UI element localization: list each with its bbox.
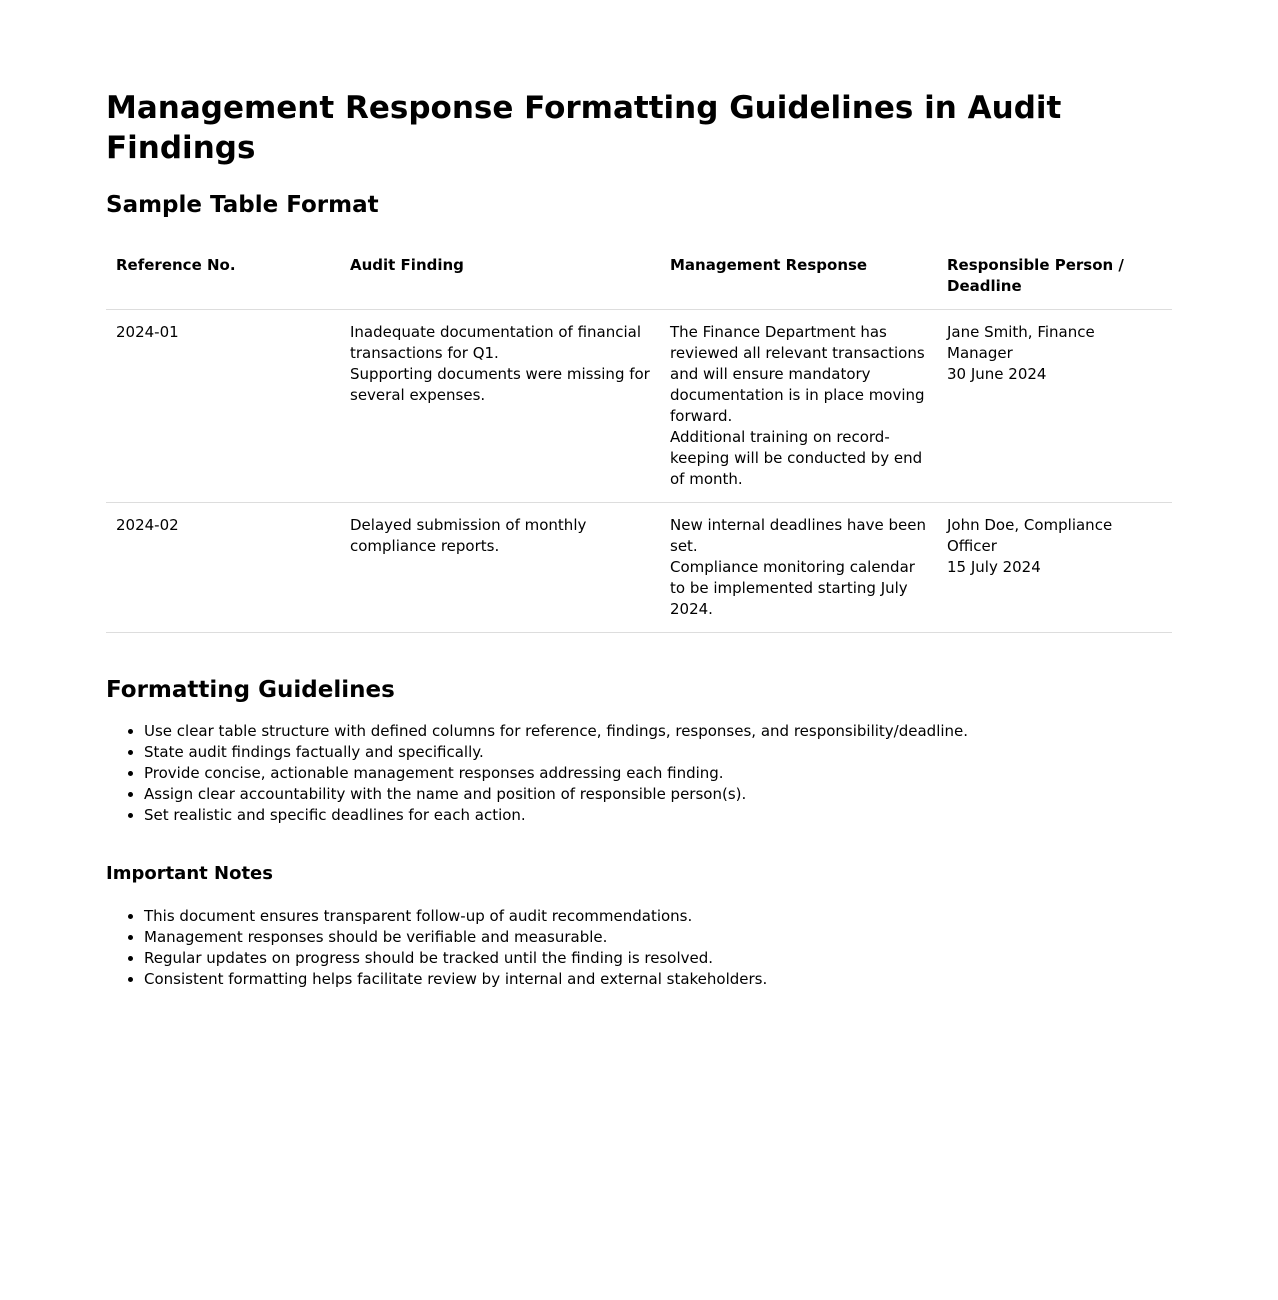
table-row <box>106 503 1172 633</box>
cell-management-response <box>660 310 937 503</box>
deadline: 30 June 2024 <box>947 365 1047 383</box>
responsible-person: Jane Smith, Finance Manager <box>947 323 1095 362</box>
response-text: Compliance monitoring calendar to be implemented starting July 2024. <box>670 558 915 618</box>
response-text: New internal deadlines have been set. <box>670 516 926 555</box>
list-item: • This document ensures transparent follow-up of audit recommendations. <box>144 906 1172 927</box>
page-title: Management Response Formatting Guidelines in Audit Findings <box>106 90 1062 166</box>
response-text: Additional training on record-keeping will be conducted by end of month. <box>670 428 923 488</box>
list-item: • Set realistic and specific deadlines for each action. <box>144 805 1172 826</box>
finding-text: Delayed submission of monthly compliance reports. <box>350 516 587 555</box>
list-item: • State audit findings factually and specifically. <box>144 742 1172 763</box>
deadline: 15 July 2024 <box>947 558 1041 576</box>
column-header-management-response: Management Response <box>660 242 937 310</box>
cell-audit-finding <box>340 310 660 503</box>
list-item: • Consistent formatting helps facilitate review by internal and external stakeholders. <box>144 969 1172 990</box>
table-section-heading: Sample Table Format <box>106 192 379 218</box>
cell-responsible-deadline <box>937 503 1172 633</box>
column-header-audit-finding: Audit Finding <box>340 242 660 310</box>
table-row <box>106 310 1172 503</box>
reference-number: 2024-01 <box>116 323 179 341</box>
list-item: • Management responses should be verifiable and measurable. <box>144 927 1172 948</box>
guidelines-list <box>106 721 1172 826</box>
cell-audit-finding <box>340 503 660 633</box>
cell-responsible-deadline <box>937 310 1172 503</box>
finding-text: Inadequate documentation of financial transactions for Q1. <box>350 323 641 362</box>
audit-findings-table <box>106 242 1172 633</box>
list-item: • Use clear table structure with defined columns for reference, findings, responses, and responsibility/deadline. <box>144 721 1172 742</box>
table-header-row <box>106 242 1172 310</box>
guidelines-heading: Formatting Guidelines <box>106 677 395 703</box>
notes-heading: Important Notes <box>106 863 273 884</box>
column-header-responsible-deadline: Responsible Person / Deadline <box>937 242 1172 310</box>
list-item: • Regular updates on progress should be tracked until the finding is resolved. <box>144 948 1172 969</box>
cell-reference <box>106 503 340 633</box>
list-item: • Assign clear accountability with the name and position of responsible person(s). <box>144 784 1172 805</box>
finding-text: Supporting documents were missing for several expenses. <box>350 365 650 404</box>
list-item: • Provide concise, actionable management responses addressing each finding. <box>144 763 1172 784</box>
response-text: The Finance Department has reviewed all relevant transactions and will ensure mandatory documentation is in place moving forward. <box>670 323 925 425</box>
column-header-reference: Reference No. <box>106 242 340 310</box>
responsible-person: John Doe, Compliance Officer <box>947 516 1113 555</box>
cell-management-response <box>660 503 937 633</box>
reference-number: 2024-02 <box>116 516 179 534</box>
notes-list <box>106 906 1172 990</box>
cell-reference <box>106 310 340 503</box>
